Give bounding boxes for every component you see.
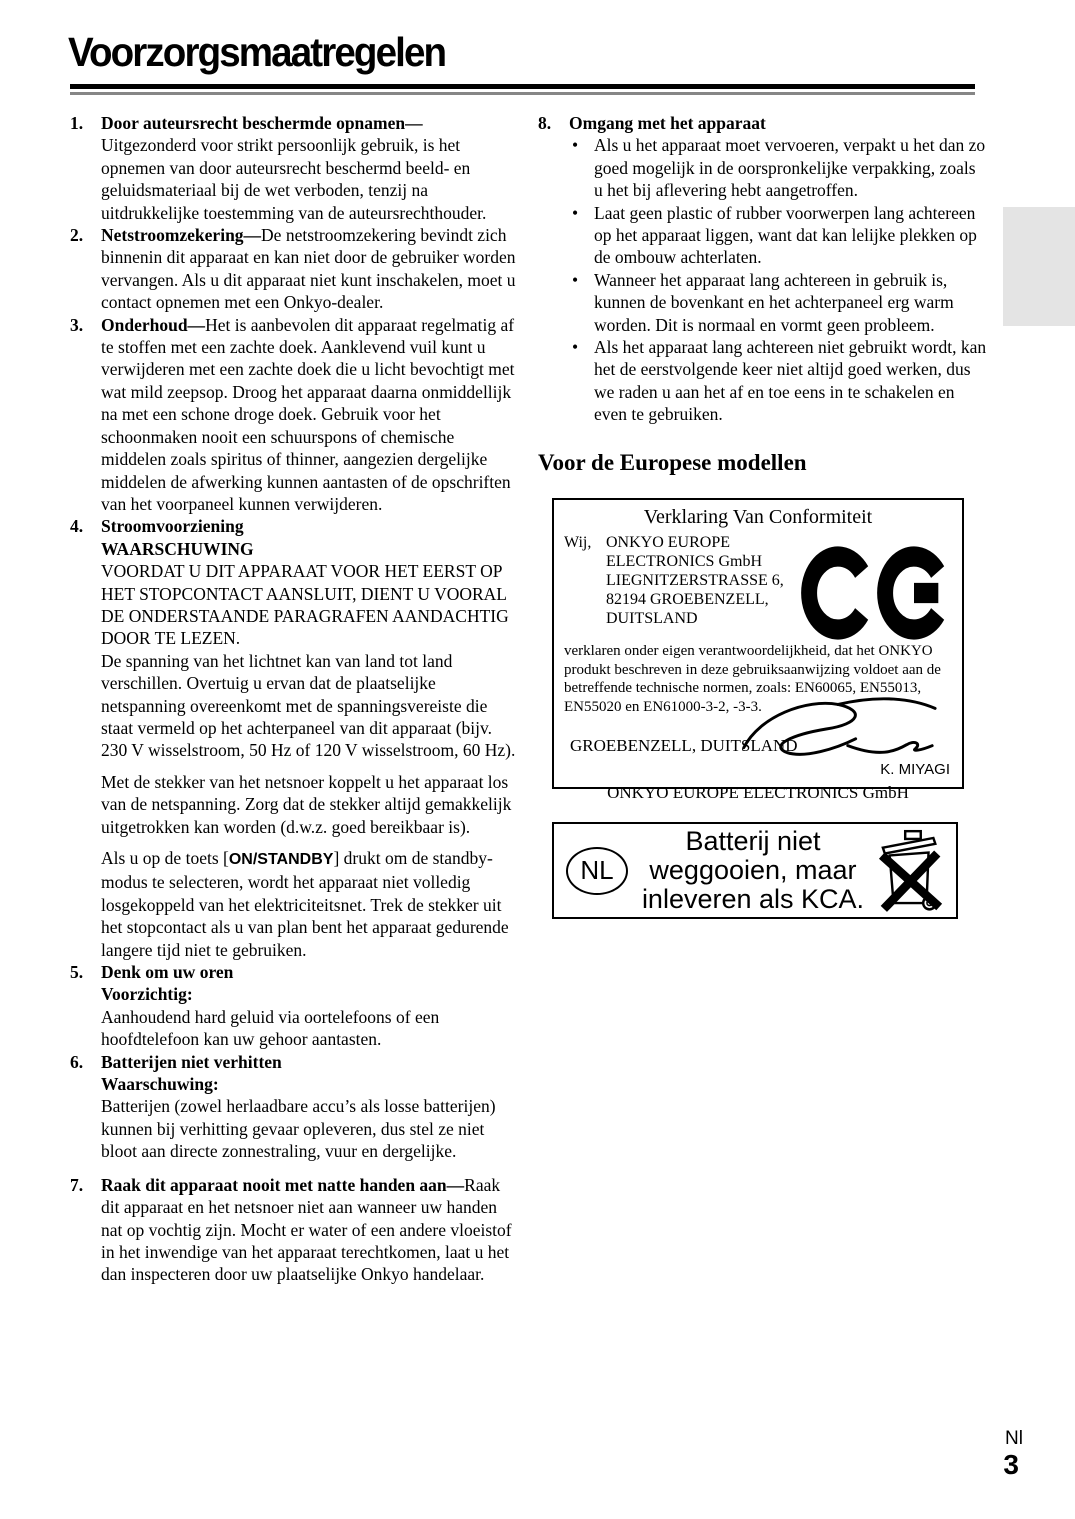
we-label: Wij,: [564, 534, 592, 551]
item-body: [101, 515, 516, 961]
right-column: [538, 112, 988, 426]
address-line: ELECTRONICS GmbH: [606, 553, 762, 570]
title-rule-thick: [70, 84, 975, 89]
bullet-text: Als u het apparaat moet vervoeren, verpakt u het dan zo goed mogelijk in de oorspronkelijke verpakking, zoals u het bij aflevering hebt aangetroffen.: [594, 135, 986, 201]
item-keyword: Netstroomzekering—: [101, 225, 262, 246]
paragraph-text: Als u op de toets [: [101, 848, 229, 868]
item-keyword: Raak dit apparaat nooit met natte handen aan—: [101, 1174, 465, 1195]
item-body: [101, 112, 516, 224]
item-number: 1.: [70, 113, 84, 133]
item-text: Uitgezonderd voor strikt persoonlijk gebruik, is het opnemen van door auteursrecht beschermd beeld- en geluidsmateriaal bij de wet verboden, tenzij na uitdrukkelijke toestemming van de auteursrechthouder.: [101, 135, 487, 223]
item-number: 3.: [70, 314, 84, 335]
item-text: Aanhoudend hard geluid via oortelefoons of een hoofdtelefoon kan uw gehoor aantasten.: [101, 1006, 440, 1050]
ce-mark-icon: [800, 545, 952, 641]
battery-text-line: weggooien, maar: [649, 855, 857, 885]
section-heading-european-models: Voor de Europese modellen: [538, 450, 807, 475]
item-body: [569, 112, 988, 426]
conformity-company-name: ONKYO EUROPE ELECTRONICS GmbH: [607, 783, 909, 803]
conformity-header-block: [564, 533, 952, 637]
item-text: Raak dit apparaat en het netsnoer niet aan wanneer uw handen nat op vochtig zijn. Mocht er water of een andere vloeistof in het inwendige van het apparaat terechtkomen, laat u het dan inspecteren door uw plaatselijke Onkyo handelaar.: [101, 1174, 512, 1285]
footer-language-code: Nl: [1005, 1428, 1023, 1449]
battery-text-line: Batterij niet: [685, 826, 821, 856]
caution-label: Voorzichtig:: [101, 984, 193, 1005]
item-body: [101, 314, 516, 516]
item-body: [101, 224, 516, 314]
list-item-2: [70, 224, 516, 314]
warning-label: WAARSCHUWING: [101, 538, 254, 559]
bullet-item: [569, 269, 988, 336]
item-body: [101, 1174, 516, 1286]
place-of-signing: GROEBENZELL, DUITSLAND: [570, 736, 798, 756]
address-line: 82194 GROEBENZELL,: [606, 591, 769, 608]
item-number: 8.: [538, 113, 552, 133]
chapter-thumb-tab: [1003, 207, 1075, 326]
paragraph: [101, 847, 516, 961]
country-code: NL: [580, 855, 614, 885]
paragraph-text: ] drukt om de standby-modus te selecteren, wordt het apparaat niet volledig losgekoppeld van het elektriciteitsnet. Trek de stekker uit het stopcontact als u van plan bent het apparaat gedurende langere tijd niet te gebruiken.: [101, 848, 509, 960]
item-body: [101, 961, 516, 1051]
warning-caps-text: VOORDAT U DIT APPARAAT VOOR HET EERST OP HET STOPCONTACT AANSLUIT, DIENT U VOORAL DE ONDERSTAANDE PARAGRAFEN AANDACHTIG DOOR TE LEZEN.: [101, 561, 509, 649]
on-standby-key-label: ON/STANDBY: [228, 851, 334, 868]
bullet-marker: •: [572, 269, 579, 290]
signer-name: K. MIYAGI: [880, 761, 950, 779]
bullet-marker: •: [572, 337, 579, 358]
item-heading: Omgang met het apparaat: [569, 113, 766, 133]
list-item-1: [70, 112, 516, 224]
title-rule-thin: [70, 92, 975, 95]
list-item-8: [538, 112, 988, 426]
paragraph: Met de stekker van het netsnoer koppelt u het apparaat los van de netspanning. Zorg dat de stekker altijd gemakkelijk uitgetrokken kan worden (d.w.z. goed bereikbaar is).: [101, 771, 512, 837]
company-address: [606, 533, 784, 628]
item-number: 6.: [70, 1051, 84, 1072]
list-item-4: [70, 515, 516, 961]
item-body: [101, 1051, 516, 1163]
address-line: DUITSLAND: [606, 610, 698, 627]
list-item-7: [70, 1174, 516, 1286]
bullet-item: [569, 202, 988, 269]
bullet-text: Als het apparaat lang achtereen niet gebruikt wordt, kan het de eerstvolgende keer niet altijd goed werken, dus we raden u aan het af en toe eens in te schakelen en even te gebruiken.: [594, 337, 987, 425]
item-keyword: Onderhoud—: [101, 314, 206, 335]
conformity-title: Verklaring Van Conformiteit: [643, 506, 873, 528]
list-item-3: [70, 314, 516, 516]
battery-disposal-text: [628, 827, 878, 914]
footer-page-number: 3: [1003, 1449, 1019, 1480]
address-line: LIEGNITZERSTRASSE 6,: [606, 572, 784, 589]
left-column: [70, 112, 516, 1286]
item-heading: Denk om uw oren: [101, 962, 234, 983]
item-text: De netstroomzekering bevindt zich binnenin dit apparaat en kan niet door de gebruiker worden vervangen. Als u dit apparaat niet kunt inschakelen, moet u contact opnemen met een Onkyo-dealer.: [101, 225, 516, 313]
list-item-5: [70, 961, 516, 1051]
page-title: Voorzorgsmaatregelen: [68, 29, 446, 75]
item-number: 5.: [70, 962, 84, 983]
item-number: 2.: [70, 225, 84, 246]
declaration-of-conformity-box: [552, 498, 964, 803]
item-heading: Batterijen niet verhitten: [101, 1051, 282, 1072]
address-line: ONKYO EUROPE: [606, 534, 730, 551]
signature-scribble-icon: [734, 694, 940, 764]
item-text: Batterijen (zowel herlaadbare accu’s als losse batterijen) kunnen bij verhitting gevaar opleveren, dus stel ze niet bloot aan directe zonnestraling, vuur en dergelijke.: [101, 1096, 496, 1162]
item-text: Het is aanbevolen dit apparaat regelmatig af te stoffen met een zachte doek. Aanklevend vuil kunt u verwijderen met een zachte doek die u licht bevochtigt met wat mild zeepsop. Droog het apparaat daarna onmiddellijk na met een schone droge doek. Gebruik voor het schoonmaken nooit een schuurspons of chemische middelen zoals spiritus of thinner, aangezien dergelijke middelen de afwerking kunnen aantasten of de opschriften van het voorpaneel kunnen verwijderen.: [101, 314, 515, 514]
item-keyword: Door auteursrecht beschermde opnamen—: [101, 113, 423, 133]
nl-country-oval-badge: [566, 847, 628, 895]
bullet-marker: •: [572, 135, 579, 156]
bullet-marker: •: [572, 202, 579, 223]
bullet-text: Laat geen plastic of rubber voorwerpen lang achtereen op het apparaat liggen, want dat kan lelijke plekken op de ombouw achterlaten.: [594, 202, 977, 268]
bullet-text: Wanneer het apparaat lang achtereen in gebruik is, kunnen de bovenkant en het achterpaneel erg warm worden. Dit is normaal en vormt geen probleem.: [594, 269, 954, 335]
signature-row: [564, 720, 952, 779]
battery-text-line: inleveren als KCA.: [641, 884, 865, 914]
page-footer: [950, 1428, 1023, 1479]
battery-disposal-box: [552, 822, 958, 919]
bullet-item: [569, 134, 988, 201]
item-number: 4.: [70, 516, 84, 537]
item-number: 7.: [70, 1174, 84, 1195]
list-item-6: [70, 1051, 516, 1163]
item-heading: Stroomvoorziening: [101, 516, 244, 537]
warning-label: Waarschuwing:: [101, 1074, 219, 1095]
conformity-declaration-text: verklaren onder eigen verantwoordelijkheid, dat het ONKYO produkt beschreven in deze gebruiksaanwijzing voldoet aan de betreffende technische normen, zoals: EN60065, EN55013, EN55020 en EN61000-3-2, -3-3.: [564, 643, 941, 715]
crossed-out-wheelie-bin-icon: [878, 829, 946, 913]
paragraph: De spanning van het lichtnet kan van land tot land verschillen. Overtuig u ervan dat de plaatselijke netspanning overeenkomt met de spanningsvereiste die staat vermeld op het achterpaneel van dit apparaat (bijv. 230 V wisselstroom, 50 Hz of 120 V wisselstroom, 60 Hz).: [101, 650, 516, 761]
bullet-item: [569, 336, 988, 426]
